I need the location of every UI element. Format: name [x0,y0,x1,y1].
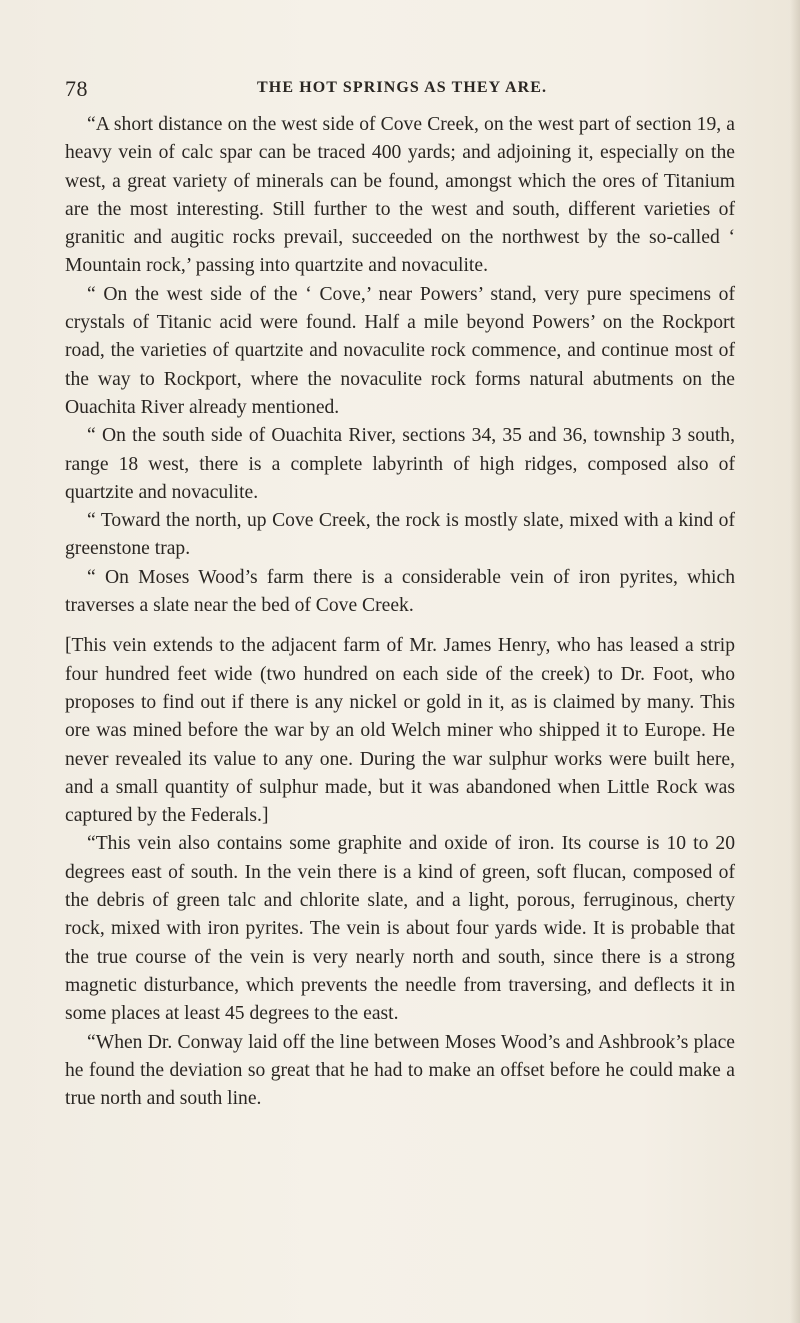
body-text [65,111,735,1113]
paragraph-powers-stand: “ On the west side of the ‘ Cove,’ near Powers’ stand, very pure specimens of crystals of Titanic acid were found. Half a mile beyond Powers’ on the Rockport road, the varieties of quartzite and novaculite rock commence, and continue most of the way to Rockport, where the novaculite rock forms natural abutments on the Ouachita River already mentioned. [65,283,735,418]
page-header [65,76,735,106]
page-number: 78 [65,76,88,101]
page-edge-shadow [790,0,800,1323]
paragraph-cove-creek-minerals: “A short distance on the west side of Cove Creek, on the west part of section 19, a heavy vein of calc spar can be traced 400 yards; and adjoining it, especially on the west, a great variety of minerals can be found, amongst which the ores of Titanium are the most interesting. Still further to the west and south, different varieties of granitic and augitic rocks prevail, succeeded on the northwest by the so-called ‘ Mountain rock,’ passing into quartzite and novaculite. [65,114,735,277]
paragraph-ouachita-south: “ On the south side of Ouachita River, sections 34, 35 and 36, township 3 south, range 18 west, there is a complete labyrinth of high ridges, composed also of quartzite and novaculite. [65,425,735,503]
running-title: THE HOT SPRINGS AS THEY ARE. [257,79,548,96]
paragraph-james-henry-note: [This vein extends to the adjacent farm of Mr. James Henry, who has leased a strip four hundred feet wide (two hundred on each side of the creek) to Dr. Foot, who proposes to find out if there is any nickel or gold in it, as is claimed by many. This ore was mined before the war by an old Welch miner who shipped it to Europe. He never revealed its value to any one. During the war sulphur works were built here, and a small quantity of sulphur made, but it was abandoned when Little Rock was captured by the Federals.] [65,635,735,827]
paragraph-cove-creek-north: “ Toward the north, up Cove Creek, the rock is mostly slate, mixed with a kind of greenstone trap. [65,510,735,560]
paragraph-vein-graphite: “This vein also contains some graphite and oxide of iron. Its course is 10 to 20 degrees east of south. In the vein there is a kind of green, soft flucan, composed of the debris of green talc and chlorite slate, and a light, porous, ferruginous, cherty rock, mixed with iron pyrites. The vein is about four yards wide. It is probable that the true course of the vein is very nearly north and south, since there is a strong magnetic disturbance, which prevents the needle from traversing, and deflects it in some places at least 45 degrees to the east. [65,833,735,1025]
paragraph-moses-wood-farm: “ On Moses Wood’s farm there is a considerable vein of iron pyrites, which traverses a slate near the bed of Cove Creek. [65,566,735,617]
paragraph-dr-conway: “When Dr. Conway laid off the line between Moses Wood’s and Ashbrook’s place he found the deviation so great that he had to make an offset before he could make a true north and south line. [65,1031,735,1110]
